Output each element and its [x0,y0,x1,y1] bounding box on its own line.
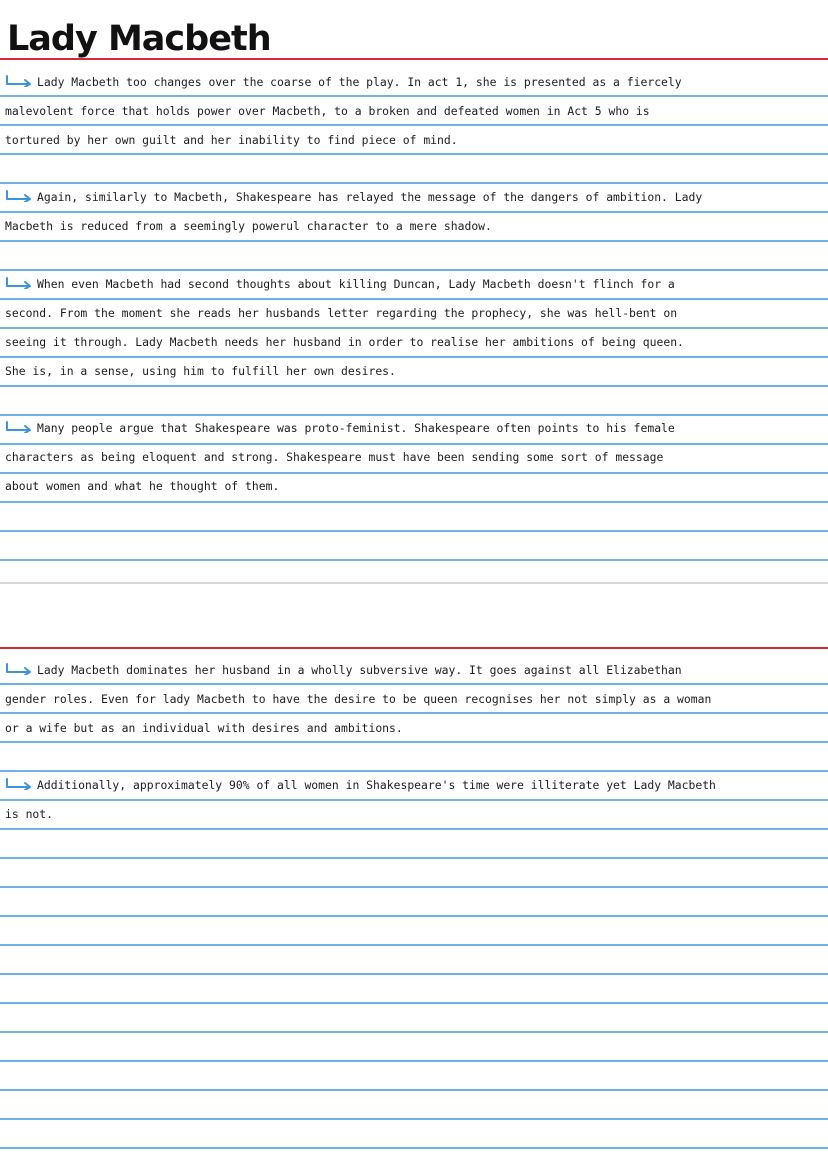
bullet-arrow-icon [5,75,33,87]
text-line: characters as being eloquent and strong. Shakespeare must have been sending some sort of message [5,450,664,464]
ruled-line [0,828,828,830]
header-rule [0,647,828,649]
ruled-line [0,799,828,801]
ruled-line [0,1060,828,1062]
ruled-line [0,1002,828,1004]
paragraph-4-line-1: Many people argue that Shakespeare was proto-feminist. Shakespeare often points to his female [37,421,675,435]
text-line: malevolent force that holds power over Macbeth, to a broken and defeated women in Act 5 who is [5,104,650,118]
ruled-line [0,414,828,416]
text-line [5,187,823,207]
ruled-line [0,1089,828,1091]
text-line: about women and what he thought of them. [5,479,280,493]
bullet-arrow-icon [5,778,33,790]
paragraph-2-line-1: Again, similarly to Macbeth, Shakespeare has relayed the message of the dangers of ambition. Lady [37,190,703,204]
ruled-line [0,124,828,126]
paragraph-3-line-1: When even Macbeth had second thoughts about killing Duncan, Lady Macbeth doesn't flinch for a [37,277,675,291]
ruled-line [0,211,828,213]
ruled-line [0,501,828,503]
page-divider [0,582,828,584]
paragraph-6-line-1: Additionally, approximately 90% of all women in Shakespeare's time were illiterate yet Lady Macbeth [37,778,716,792]
text-line: She is, in a sense, using him to fulfill her own desires. [5,364,396,378]
ruled-line [0,712,828,714]
ruled-line [0,770,828,772]
text-line: Macbeth is reduced from a seemingly powerul character to a mere shadow. [5,219,492,233]
ruled-line [0,944,828,946]
text-line: second. From the moment she reads her husbands letter regarding the prophecy, she was hell-bent on [5,306,678,320]
text-line [5,274,823,294]
ruled-line [0,857,828,859]
text-line [5,660,823,680]
ruled-line [0,886,828,888]
text-line [5,72,823,92]
ruled-line [0,559,828,561]
bullet-arrow-icon [5,421,33,433]
page-title: Lady Macbeth [7,19,271,59]
bullet-arrow-icon [5,277,33,289]
paragraph-1-line-1: Lady Macbeth too changes over the coarse of the play. In act 1, she is presented as a fiercely [37,75,682,89]
ruled-line [0,1031,828,1033]
bullet-arrow-icon [5,190,33,202]
ruled-line [0,1147,828,1149]
ruled-line [0,1118,828,1120]
ruled-line [0,327,828,329]
ruled-line [0,298,828,300]
ruled-line [0,530,828,532]
ruled-line [0,443,828,445]
ruled-line [0,269,828,271]
text-line [5,775,823,795]
ruled-line [0,472,828,474]
text-line: tortured by her own guilt and her inability to find piece of mind. [5,133,458,147]
ruled-line [0,741,828,743]
text-line [5,418,823,438]
ruled-line [0,356,828,358]
ruled-line [0,915,828,917]
text-line: or a wife but as an individual with desires and ambitions. [5,721,403,735]
text-line: seeing it through. Lady Macbeth needs her husband in order to realise her ambitions of being queen. [5,335,684,349]
ruled-line [0,153,828,155]
ruled-line [0,240,828,242]
ruled-line [0,683,828,685]
ruled-line [0,385,828,387]
ruled-line [0,182,828,184]
text-line: is not. [5,807,54,821]
text-line: gender roles. Even for lady Macbeth to have the desire to be queen recognises her not simply as a woman [5,692,712,706]
ruled-line [0,95,828,97]
bullet-arrow-icon [5,663,33,675]
ruled-line [0,973,828,975]
paragraph-5-line-1: Lady Macbeth dominates her husband in a wholly subversive way. It goes against all Elizabethan [37,663,682,677]
